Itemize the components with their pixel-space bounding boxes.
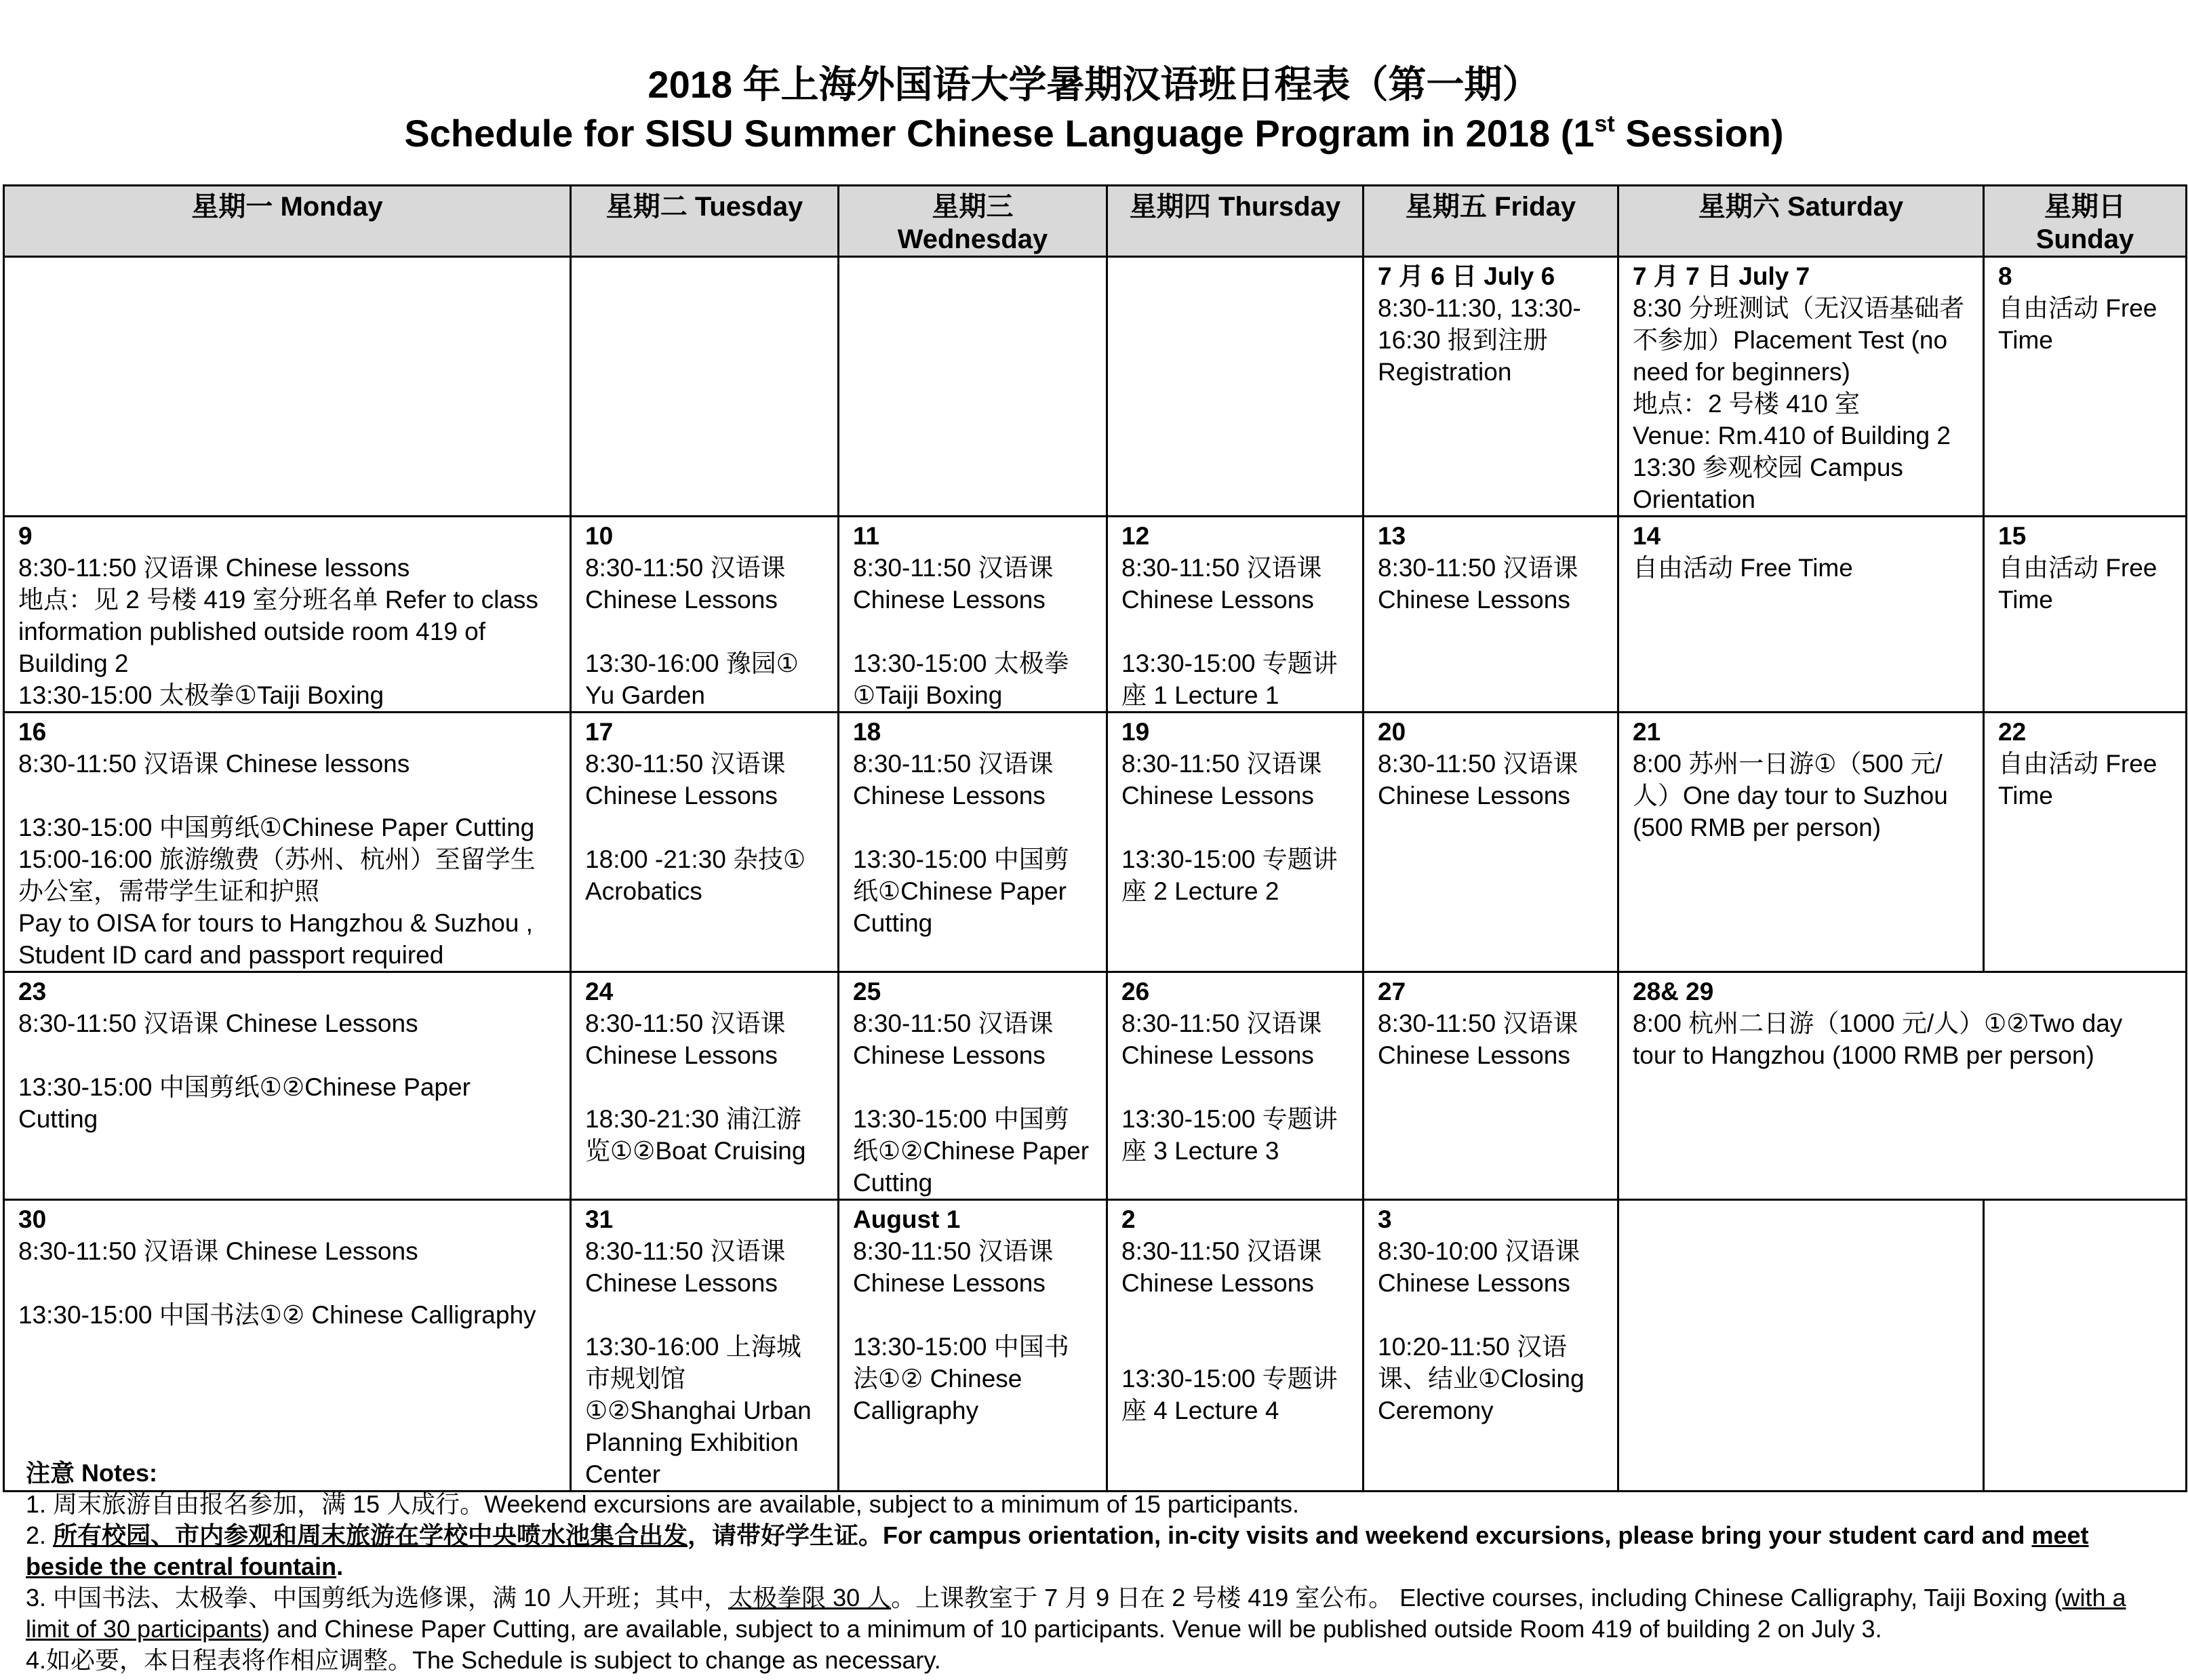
week-row (4, 972, 2187, 1200)
day-event: 13:30-15:00 中国剪纸①Chinese Paper Cutting (18, 814, 535, 841)
day-date: 11 (853, 522, 880, 550)
week-row (4, 1200, 2187, 1492)
note-3-text-b: 。上课教室于 7 月 9 日在 2 号楼 419 室公布。 Elective courses, including Chinese Calligraphy, Taiji Boxing ( (891, 1584, 2063, 1612)
day-event: 8:30-11:50 汉语课 Chinese Lessons (1378, 554, 1585, 614)
day-cell (1984, 713, 2187, 972)
day-cell (1107, 972, 1364, 1200)
day-event: 8:30-11:50 汉语课 Chinese Lessons (1121, 554, 1329, 614)
day-event: 13:30-15:00 中国剪纸①②Chinese Paper Cutting (853, 1105, 1096, 1197)
day-event: 8:30-11:50 汉语课 Chinese Lessons (853, 1237, 1060, 1297)
day-cell (1618, 257, 1984, 517)
day-cell (1107, 1200, 1364, 1492)
note-3-taiji-limit-en: with a limit of 30 participants (26, 1584, 2126, 1643)
day-cell (1984, 1200, 2187, 1492)
week-row (4, 257, 2187, 517)
day-event: 8:30-11:50 汉语课 Chinese Lessons (18, 1237, 418, 1265)
day-date: 21 (1633, 718, 1661, 746)
day-event: 8:30-11:50 汉语课 Chinese Lessons (853, 1009, 1060, 1069)
day-cell (1618, 1200, 1984, 1492)
day-event: 13:30-15:00 专题讲座 4 Lecture 4 (1121, 1365, 1338, 1424)
day-event: 13:30-15:00 专题讲座 3 Lecture 3 (1121, 1105, 1338, 1165)
day-date: 30 (18, 1205, 47, 1233)
day-cell (839, 517, 1107, 713)
day-event (585, 1299, 824, 1331)
note-2-text: ，请带好学生证。For campus orientation, in-city visits and weekend excursions, please bring your student card and (688, 1521, 2032, 1549)
day-date: 9 (18, 522, 33, 550)
note-2-meeting-point-cn: 所有校园、市内参观和周末旅游在学校中央喷水池集合出发 (53, 1521, 688, 1549)
notes-heading: 注意 Notes: (26, 1459, 158, 1487)
day-event: 8:30-11:50 汉语课 Chinese Lessons (1121, 1237, 1329, 1297)
day-event: 8:30-11:30, 13:30-16:30 报到注册 Registration (1378, 294, 1581, 386)
week-row (4, 517, 2187, 713)
day-cell (1364, 972, 1618, 1200)
header-friday: 星期五 Friday (1364, 186, 1618, 257)
note-3 (26, 1582, 2168, 1645)
day-cell (571, 257, 839, 517)
day-event: 8:30-11:50 汉语课 Chinese Lessons (853, 554, 1060, 614)
day-event: 8:30-11:50 汉语课 Chinese Lessons (1378, 1009, 1585, 1069)
day-cell (839, 713, 1107, 972)
day-event (1121, 1071, 1349, 1103)
day-date: 15 (1998, 522, 2027, 550)
header-sunday: 星期日 Sunday (1984, 186, 2187, 257)
header-thursday: 星期四 Thursday (1107, 186, 1364, 257)
header-saturday: 星期六 Saturday (1618, 186, 1984, 257)
day-event: 8:30-11:50 汉语课 Chinese Lessons (585, 554, 793, 614)
day-event: 8:30-11:50 汉语课 Chinese Lessons (1121, 1009, 1329, 1069)
day-event (18, 780, 556, 812)
header-wednesday: 星期三 Wednesday (839, 186, 1107, 257)
day-event: 8:30-11:50 汉语课 Chinese Lessons (585, 1009, 793, 1069)
day-event: 自由活动 Free Time (1998, 750, 2164, 809)
day-date: 3 (1378, 1205, 1392, 1233)
day-event: 8:30-11:50 汉语课 Chinese Lessons (585, 750, 793, 809)
day-event: 8:00 杭州二日游（1000 元/人）①②Two day tour to Hangzhou (1000 RMB per person) (1633, 1009, 2130, 1069)
schedule-table (3, 184, 2187, 1492)
day-event: 18:30-21:30 浦江游览①②Boat Cruising (585, 1105, 806, 1165)
day-event: 13:30-15:00 中国书法①② Chinese Calligraphy (18, 1301, 536, 1329)
day-event (1378, 1299, 1604, 1331)
notes-section (26, 1458, 2168, 1676)
day-event: 8:30-11:50 汉语课 Chinese Lessons (1378, 750, 1585, 809)
day-event: 13:30-16:00 豫园① Yu Garden (585, 649, 806, 709)
day-event: 18:00 -21:30 杂技① Acrobatics (585, 845, 813, 905)
day-event: 8:30-10:00 汉语课 Chinese Lessons (1378, 1237, 1587, 1297)
day-date: 22 (1998, 718, 2027, 746)
day-cell (571, 972, 839, 1200)
day-event: 自由活动 Free Time (1998, 554, 2164, 614)
day-event: 13:30-15:00 中国剪纸①②Chinese Paper Cutting (18, 1073, 478, 1133)
day-cell (839, 972, 1107, 1200)
day-event: 13:30-15:00 专题讲座 1 Lecture 1 (1121, 649, 1338, 709)
day-event: 8:30-11:50 汉语课 Chinese Lessons (853, 750, 1060, 809)
day-cell (571, 1200, 839, 1492)
day-event (585, 812, 824, 843)
day-event: 地点：见 2 号楼 419 室分班名单 Refer to class information published outside room 419 of Building 2 (18, 586, 546, 677)
day-date: 28& 29 (1633, 978, 1714, 1005)
day-event: Pay to OISA for tours to Hangzhou & Suzhou , Student ID card and passport required (18, 909, 540, 969)
day-date: 25 (853, 978, 881, 1005)
day-cell (1364, 257, 1618, 517)
day-cell (4, 972, 571, 1200)
day-event (585, 616, 824, 647)
day-date: 31 (585, 1205, 614, 1233)
day-cell (1364, 713, 1618, 972)
day-date: 26 (1121, 978, 1150, 1005)
day-event: 13:30-15:00 中国剪纸①Chinese Paper Cutting (853, 845, 1074, 937)
weekday-header-row (4, 186, 2187, 257)
day-date: 13 (1378, 522, 1406, 550)
day-date: August 1 (853, 1205, 961, 1233)
day-event: 自由活动 Free Time (1998, 294, 2164, 354)
day-event: 13:30-15:00 专题讲座 2 Lecture 2 (1121, 845, 1338, 905)
week-row (4, 713, 2187, 972)
day-event (853, 616, 1092, 647)
day-event (1121, 1331, 1349, 1363)
day-cell (1107, 713, 1364, 972)
day-event: 10:20-11:50 汉语课、结业①Closing Ceremony (1378, 1333, 1591, 1424)
day-event: Venue: Rm.410 of Building 2 (1633, 422, 1951, 449)
day-date: 23 (18, 978, 47, 1005)
day-cell (1618, 517, 1984, 713)
day-event: 自由活动 Free Time (1633, 554, 1853, 582)
day-event: 8:00 苏州一日游①（500 元/人）One day tour to Suzhou (500 RMB per person) (1633, 750, 1955, 841)
note-2-meeting-point-en: meet beside the central fountain (26, 1521, 2089, 1580)
day-date: 16 (18, 718, 47, 746)
day-date: 12 (1121, 522, 1150, 550)
day-event: 13:30-15:00 太极拳①Taiji Boxing (853, 649, 1069, 709)
day-event: 8:30-11:50 汉语课 Chinese lessons (18, 750, 410, 778)
day-cell (4, 517, 571, 713)
day-event: 8:30-11:50 汉语课 Chinese Lessons (1121, 750, 1329, 809)
day-event: 13:30 参观校园 Campus Orientation (1633, 454, 1911, 513)
day-date: 18 (853, 718, 881, 746)
day-date: 14 (1633, 522, 1661, 550)
day-event: 地点：2 号楼 410 室 (1633, 390, 1861, 418)
day-cell (4, 713, 571, 972)
title-en-superscript: st (1594, 111, 1615, 137)
note-2 (26, 1520, 2168, 1582)
title-en-main: Schedule for SISU Summer Chinese Language Program in 2018 (1 (404, 112, 1595, 155)
day-event: 13:30-16:00 上海城市规划馆①②Shanghai Urban Planning Exhibition Center (585, 1333, 819, 1488)
day-event (853, 1071, 1092, 1103)
day-date: 8 (1998, 262, 2012, 290)
day-date: 10 (585, 522, 614, 550)
note-1: 1. 周末旅游自由报名参加，满 15 人成行。Weekend excursions are available, subject to a minimum of 15 participants. (26, 1490, 1300, 1518)
note-2-number: 2. (26, 1521, 54, 1549)
day-date: 17 (585, 718, 614, 746)
day-cell (571, 517, 839, 713)
day-date: 27 (1378, 978, 1406, 1005)
day-cell (1364, 517, 1618, 713)
day-cell (1364, 1200, 1618, 1492)
page-title-chinese: 2018 年上海外国语大学暑期汉语班日程表（第一期） (648, 63, 1540, 106)
day-date: 2 (1121, 1205, 1136, 1233)
day-cell (1618, 972, 2187, 1200)
day-cell (1984, 257, 2187, 517)
page-title-english (0, 110, 2188, 157)
day-event (585, 1071, 824, 1103)
day-cell (839, 257, 1107, 517)
day-date: 20 (1378, 718, 1406, 746)
day-event (1121, 616, 1349, 647)
day-date: 19 (1121, 718, 1150, 746)
day-event (18, 1267, 556, 1299)
day-cell (1107, 517, 1364, 713)
day-date: 7 月 7 日 July 7 (1633, 262, 1810, 290)
note-3-text-c: ) and Chinese Paper Cutting, are available, subject to a minimum of 10 participants. Venue will be published outside Room 419 of building 2 on July 3. (262, 1615, 1882, 1643)
title-en-tail: Session) (1614, 112, 1784, 155)
day-event: 15:00-16:00 旅游缴费（苏州、杭州）至留学生办公室，需带学生证和护照 (18, 845, 536, 905)
day-cell (571, 713, 839, 972)
day-cell (4, 257, 571, 517)
day-cell (1618, 713, 1984, 972)
day-event (1121, 1299, 1349, 1331)
day-cell (839, 1200, 1107, 1492)
day-date: 24 (585, 978, 614, 1005)
day-cell (4, 1200, 571, 1492)
day-event (1121, 812, 1349, 843)
day-event: 8:30-11:50 汉语课 Chinese Lessons (585, 1237, 793, 1297)
note-2-end: . (336, 1553, 344, 1580)
day-event: 13:30-15:00 太极拳①Taiji Boxing (18, 681, 384, 709)
day-event (853, 812, 1092, 843)
note-4: 4.如必要，本日程表将作相应调整。The Schedule is subject to change as necessary. (26, 1646, 941, 1674)
header-tuesday: 星期二 Tuesday (571, 186, 839, 257)
day-event: 8:30-11:50 汉语课 Chinese Lessons (18, 1009, 418, 1037)
day-event: 8:30 分班测试（无汉语基础者不参加）Placement Test (no need for beginners) (1633, 294, 1965, 386)
header-monday: 星期一 Monday (4, 186, 571, 257)
day-date: 7 月 6 日 July 6 (1378, 262, 1555, 290)
day-event (18, 1039, 556, 1071)
day-cell (1107, 257, 1364, 517)
day-event: 8:30-11:50 汉语课 Chinese lessons (18, 554, 410, 582)
day-event: 13:30-15:00 中国书法①② Chinese Calligraphy (853, 1333, 1069, 1424)
note-3-text-a: 3. 中国书法、太极拳、中国剪纸为选修课，满 10 人开班；其中， (26, 1584, 729, 1612)
day-event (853, 1299, 1092, 1331)
note-3-taiji-limit-cn: 太极拳限 30 人 (728, 1584, 892, 1612)
day-cell (1984, 517, 2187, 713)
